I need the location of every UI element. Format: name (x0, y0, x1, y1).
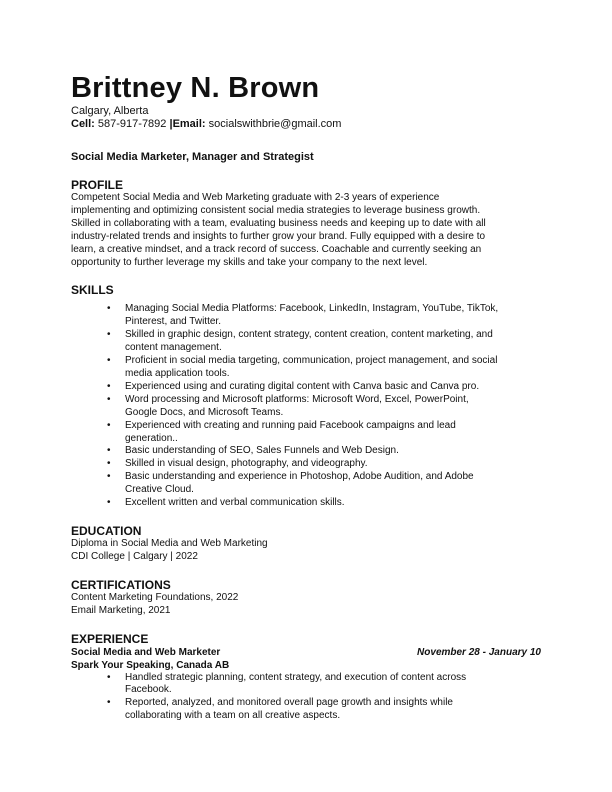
duty-line: • Reported, analyzed, and monitored overall page growth and insights while (125, 697, 453, 709)
skill-line: media application tools. (125, 367, 230, 379)
duty-line: collaborating with a team on all creative aspects. (125, 710, 341, 722)
profile-line: Competent Social Media and Web Marketing graduate with 2-3 years of experience (71, 192, 440, 203)
cell-label: Cell: (71, 118, 95, 130)
skill-line: • Managing Social Media Platforms: Facebook, LinkedIn, Instagram, YouTube, TikTok, (125, 303, 499, 315)
skill-line: • Excellent written and verbal communication skills. (125, 497, 345, 509)
contact-separator: | (169, 118, 173, 130)
skill-item (71, 381, 541, 394)
education-heading: EDUCATION (71, 523, 142, 538)
skill-item (71, 445, 541, 458)
location: Calgary, Alberta (71, 105, 149, 117)
job-title: Social Media and Web Marketer (71, 646, 221, 658)
job-duties-list (71, 672, 541, 724)
profile-line: implementing and optimizing consistent social media strategies to leverage business growth. (71, 204, 481, 216)
job-company: Spark Your Speaking, Canada AB (71, 659, 230, 671)
skill-line: • Skilled in visual design, photography, and videography. (125, 458, 368, 470)
skill-line: generation.. (125, 432, 178, 444)
duty-line: Facebook. (125, 684, 172, 696)
profile-line: opportunity to further leverage my skills and take your company to the next level. (71, 256, 428, 268)
email-label: Email: (172, 118, 206, 130)
skill-line: • Skilled in graphic design, content strategy, content creation, content marketing, and (125, 329, 493, 341)
job-duty (71, 697, 541, 723)
education-line: CDI College | Calgary | 2022 (71, 550, 198, 562)
profile-text (71, 192, 541, 269)
skill-line: • Basic understanding and experience in Photoshop, Adobe Audition, and Adobe (125, 471, 474, 483)
contact-line (71, 118, 541, 131)
skill-item (71, 497, 541, 510)
skill-item (71, 303, 541, 329)
education-text (71, 538, 541, 564)
headline: Social Media Marketer, Manager and Strategist (71, 151, 314, 163)
certification-line: Email Marketing, 2021 (71, 604, 171, 616)
skills-heading: SKILLS (71, 283, 114, 298)
certifications-text (71, 592, 541, 618)
job-duty (71, 672, 541, 698)
certifications-heading: CERTIFICATIONS (71, 577, 171, 592)
skill-line: Pinterest, and Twitter. (125, 316, 221, 328)
skill-item (71, 420, 541, 446)
job-title-row (71, 646, 541, 659)
job-dates: November 28 - January 10 (417, 646, 541, 658)
resume-page (71, 72, 541, 723)
skill-line: • Basic understanding of SEO, Sales Funnels and Web Design. (125, 445, 399, 457)
education-line: Diploma in Social Media and Web Marketing (71, 537, 268, 549)
duty-line: • Handled strategic planning, content strategy, and execution of content across (125, 671, 467, 683)
skill-line: content management. (125, 342, 222, 354)
profile-line: Skilled in collaborating with a team, evaluating business needs and keeping up to date with all (71, 217, 486, 229)
certification-line: Content Marketing Foundations, 2022 (71, 591, 239, 603)
experience-heading: EXPERIENCE (71, 631, 149, 646)
skill-line: • Word processing and Microsoft platforms: Microsoft Word, Excel, PowerPoint, (125, 393, 469, 405)
skill-item (71, 355, 541, 381)
skill-line: Creative Cloud. (125, 484, 194, 496)
skill-line: • Experienced with creating and running paid Facebook campaigns and lead (125, 419, 456, 431)
skill-item (71, 394, 541, 420)
cell-number: 587-917-7892 (97, 118, 167, 130)
skill-line: • Experienced using and curating digital content with Canva basic and Canva pro. (125, 380, 480, 392)
skill-line: Google Docs, and Microsoft Teams. (125, 406, 284, 418)
skills-list (71, 303, 541, 510)
skill-item (71, 471, 541, 497)
skill-item (71, 329, 541, 355)
candidate-name: Brittney N. Brown (71, 72, 320, 104)
skill-line: • Proficient in social media targeting, communication, project management, and social (125, 355, 498, 367)
profile-line: learn, a creative mindset, and a track record of success. Coachable and currently seeking an (71, 243, 482, 255)
email-address: socialswithbrie@gmail.com (208, 118, 342, 130)
profile-heading: PROFILE (71, 178, 124, 192)
profile-line: industry-related trends and insights to further grow your brand. Fully equipped with a desire to (71, 230, 486, 242)
skill-item (71, 458, 541, 471)
